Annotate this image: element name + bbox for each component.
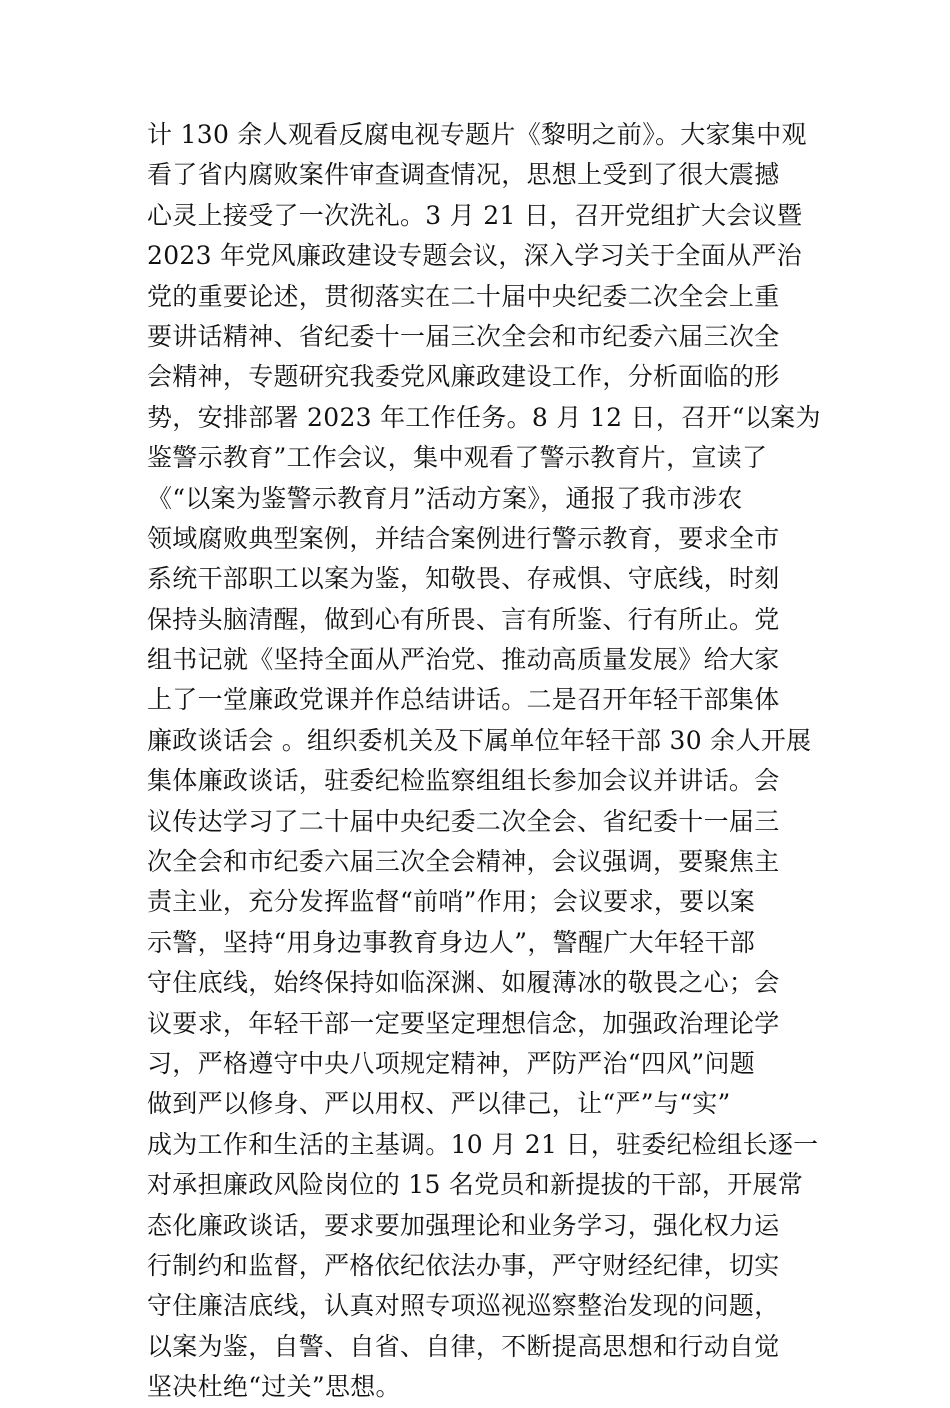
text-line: 以案为鉴，自警、自省、自律，不断提高思想和行动自觉: [147, 1331, 780, 1361]
text-line: 示警，坚持“用身边事教育身边人”，警醒广大年轻干部: [147, 927, 756, 957]
text-line: 心灵上接受了一次洗礼。3 月 21 日，召开党组扩大会议暨: [147, 200, 803, 230]
text-line: 2023 年党风廉政建设专题会议，深入学习关于全面从严治: [147, 241, 802, 271]
text-line: 组书记就《坚持全面从严治党、推动高质量发展》给大家: [147, 645, 780, 675]
text-line: 势，安排部署 2023 年工作任务。8 月 12 日，召开“以案为: [147, 402, 821, 432]
text-line: 保持头脑清醒，做到心有所畏、言有所鉴、行有所止。党: [147, 604, 780, 634]
text-line: 议要求，年轻干部一定要坚定理想信念，加强政治理论学: [147, 1008, 780, 1038]
text-line: 要讲话精神、省纪委十一届三次全会和市纪委六届三次全: [147, 321, 780, 351]
body-paragraph: [147, 115, 821, 1408]
text-line: 计 130 余人观看反腐电视专题片《黎明之前》。大家集中观: [147, 120, 807, 149]
text-line: 鉴警示教育”工作会议，集中观看了警示教育片，宣读了: [147, 443, 768, 473]
text-line: 责主业，充分发挥监督“前哨”作用；会议要求，要以案: [147, 887, 756, 917]
text-line: 做到严以修身、严以用权、严以律己，让“严”与“实”: [147, 1089, 731, 1119]
text-line: 会精神，专题研究我委党风廉政建设工作，分析面临的形: [147, 362, 780, 392]
text-line: 对承担廉政风险岗位的 15 名党员和新提拔的干部，开展常: [147, 1170, 804, 1200]
text-line: 系统干部职工以案为鉴，知敬畏、存戒惧、守底线，时刻: [147, 564, 780, 594]
text-line: 领域腐败典型案例，并结合案例进行警示教育，要求全市: [147, 523, 780, 553]
text-line: 上了一堂廉政党课并作总结讲话。二是召开年轻干部集体: [147, 685, 780, 715]
text-line: 坚决杜绝“过关”思想。: [147, 1372, 401, 1402]
text-line: 廉政谈话会 。组织委机关及下属单位年轻干部 30 余人开展: [147, 725, 812, 755]
text-line: 守住廉洁底线，认真对照专项巡视巡察整治发现的问题，: [147, 1291, 780, 1321]
text-line: 看了省内腐败案件审查调查情况，思想上受到了很大震撼: [147, 160, 780, 190]
text-line: 《“以案为鉴警示教育月”活动方案》，通报了我市涉农: [147, 483, 743, 513]
text-line: 党的重要论述，贯彻落实在二十届中央纪委二次全会上重: [147, 281, 780, 311]
text-line: 守住底线，始终保持如临深渊、如履薄冰的敬畏之心；会: [147, 968, 780, 998]
text-line: 成为工作和生活的主基调。10 月 21 日，驻委纪检组长逐一: [147, 1129, 819, 1159]
text-line: 态化廉政谈话，要求要加强理论和业务学习，强化权力运: [147, 1210, 780, 1240]
text-line: 习，严格遵守中央八项规定精神，严防严治“四风”问题: [147, 1048, 756, 1078]
text-line: 行制约和监督，严格依纪依法办事，严守财经纪律，切实: [147, 1250, 780, 1280]
text-line: 议传达学习了二十届中央纪委二次全会、省纪委十一届三: [147, 806, 780, 836]
text-line: 次全会和市纪委六届三次全会精神，会议强调，要聚焦主: [147, 847, 780, 877]
text-line: 集体廉政谈话，驻委纪检监察组组长参加会议并讲话。会: [147, 766, 780, 796]
